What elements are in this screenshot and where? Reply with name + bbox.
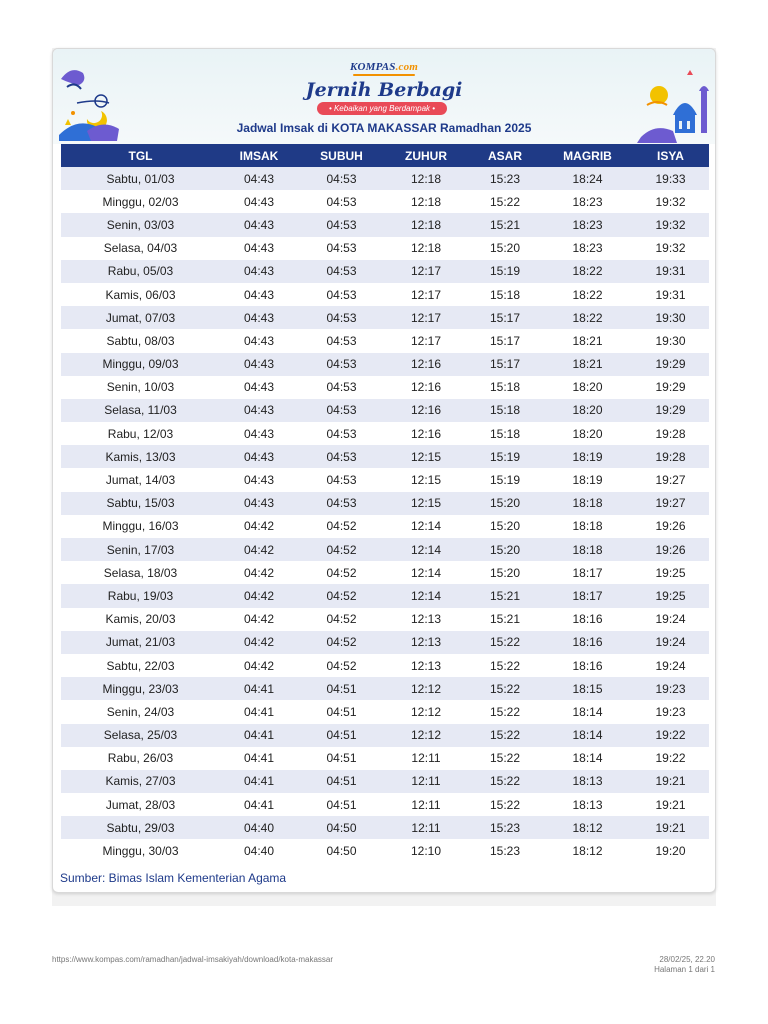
cell-magrib: 18:13 (543, 793, 632, 816)
cell-subuh: 04:50 (298, 839, 385, 862)
table-row (61, 584, 709, 607)
cell-imsak: 04:43 (220, 306, 298, 329)
cell-asar: 15:22 (467, 654, 543, 677)
table-row (61, 677, 709, 700)
cell-subuh: 04:53 (298, 399, 385, 422)
footer-datetime: 28/02/25, 22.20 (659, 955, 715, 964)
cell-isya: 19:21 (632, 770, 709, 793)
cell-magrib: 18:18 (543, 492, 632, 515)
cell-zuhur: 12:13 (385, 608, 467, 631)
cell-subuh: 04:51 (298, 770, 385, 793)
table-row (61, 422, 709, 445)
cell-isya: 19:24 (632, 631, 709, 654)
cell-imsak: 04:43 (220, 399, 298, 422)
cell-subuh: 04:52 (298, 538, 385, 561)
cell-subuh: 04:53 (298, 283, 385, 306)
cell-asar: 15:22 (467, 700, 543, 723)
cell-magrib: 18:24 (543, 167, 632, 190)
cell-tgl: Senin, 17/03 (61, 538, 220, 561)
cell-tgl: Kamis, 27/03 (61, 770, 220, 793)
cell-subuh: 04:53 (298, 213, 385, 236)
cell-zuhur: 12:18 (385, 213, 467, 236)
cell-isya: 19:24 (632, 608, 709, 631)
cell-zuhur: 12:15 (385, 445, 467, 468)
cell-isya: 19:27 (632, 468, 709, 491)
cell-zuhur: 12:15 (385, 468, 467, 491)
cell-asar: 15:17 (467, 306, 543, 329)
cell-tgl: Selasa, 18/03 (61, 561, 220, 584)
cell-tgl: Kamis, 20/03 (61, 608, 220, 631)
cell-imsak: 04:43 (220, 237, 298, 260)
cell-isya: 19:30 (632, 329, 709, 352)
cell-zuhur: 12:18 (385, 190, 467, 213)
cell-zuhur: 12:14 (385, 515, 467, 538)
cell-subuh: 04:53 (298, 353, 385, 376)
cell-asar: 15:22 (467, 724, 543, 747)
cell-imsak: 04:41 (220, 793, 298, 816)
cell-tgl: Senin, 24/03 (61, 700, 220, 723)
cell-zuhur: 12:11 (385, 770, 467, 793)
cell-tgl: Senin, 10/03 (61, 376, 220, 399)
table-row (61, 561, 709, 584)
cell-subuh: 04:52 (298, 654, 385, 677)
cell-tgl: Selasa, 11/03 (61, 399, 220, 422)
cell-isya: 19:33 (632, 167, 709, 190)
cell-tgl: Jumat, 14/03 (61, 468, 220, 491)
cell-imsak: 04:42 (220, 654, 298, 677)
cell-zuhur: 12:12 (385, 677, 467, 700)
cell-subuh: 04:52 (298, 561, 385, 584)
table-row (61, 816, 709, 839)
table-row (61, 608, 709, 631)
cell-zuhur: 12:12 (385, 700, 467, 723)
table-row (61, 793, 709, 816)
cell-imsak: 04:42 (220, 538, 298, 561)
cell-magrib: 18:20 (543, 422, 632, 445)
source-note: Sumber: Bimas Islam Kementerian Agama (60, 871, 287, 885)
cell-asar: 15:17 (467, 353, 543, 376)
cell-subuh: 04:52 (298, 584, 385, 607)
table-row (61, 353, 709, 376)
cell-asar: 15:21 (467, 608, 543, 631)
cell-imsak: 04:42 (220, 561, 298, 584)
footer-page-number: Halaman 1 dari 1 (654, 965, 715, 974)
cell-zuhur: 12:14 (385, 561, 467, 584)
cell-imsak: 04:41 (220, 700, 298, 723)
cell-asar: 15:22 (467, 793, 543, 816)
cell-subuh: 04:53 (298, 422, 385, 445)
cell-imsak: 04:42 (220, 515, 298, 538)
cell-subuh: 04:51 (298, 724, 385, 747)
cell-imsak: 04:43 (220, 167, 298, 190)
campaign-tagline: • Kebaikan yang Berdampak • (317, 102, 447, 115)
cell-magrib: 18:14 (543, 700, 632, 723)
cell-imsak: 04:43 (220, 190, 298, 213)
cell-imsak: 04:41 (220, 770, 298, 793)
cell-asar: 15:19 (467, 468, 543, 491)
cell-asar: 15:21 (467, 213, 543, 236)
table-row (61, 399, 709, 422)
cell-asar: 15:22 (467, 747, 543, 770)
cell-zuhur: 12:18 (385, 167, 467, 190)
cell-asar: 15:18 (467, 283, 543, 306)
table-row (61, 260, 709, 283)
cell-zuhur: 12:12 (385, 724, 467, 747)
cell-magrib: 18:14 (543, 747, 632, 770)
cell-zuhur: 12:17 (385, 260, 467, 283)
table-row (61, 167, 709, 190)
cell-zuhur: 12:15 (385, 492, 467, 515)
cell-imsak: 04:41 (220, 677, 298, 700)
cell-tgl: Sabtu, 15/03 (61, 492, 220, 515)
cell-magrib: 18:23 (543, 213, 632, 236)
table-row (61, 445, 709, 468)
cell-zuhur: 12:16 (385, 422, 467, 445)
cell-zuhur: 12:18 (385, 237, 467, 260)
table-body (61, 167, 709, 863)
cell-asar: 15:23 (467, 816, 543, 839)
cell-isya: 19:22 (632, 724, 709, 747)
cell-asar: 15:20 (467, 492, 543, 515)
cell-zuhur: 12:11 (385, 793, 467, 816)
table-row (61, 329, 709, 352)
cell-magrib: 18:17 (543, 561, 632, 584)
cell-imsak: 04:43 (220, 468, 298, 491)
cell-imsak: 04:43 (220, 445, 298, 468)
cell-asar: 15:19 (467, 260, 543, 283)
cell-subuh: 04:53 (298, 376, 385, 399)
cell-asar: 15:18 (467, 376, 543, 399)
cell-magrib: 18:23 (543, 190, 632, 213)
cell-isya: 19:24 (632, 654, 709, 677)
cell-magrib: 18:12 (543, 839, 632, 862)
cell-magrib: 18:21 (543, 329, 632, 352)
cell-zuhur: 12:13 (385, 654, 467, 677)
cell-asar: 15:18 (467, 399, 543, 422)
table-header-row (61, 144, 709, 167)
column-header-tgl: TGL (61, 144, 220, 167)
column-header-magrib: MAGRIB (543, 144, 632, 167)
cell-isya: 19:29 (632, 399, 709, 422)
cell-tgl: Minggu, 09/03 (61, 353, 220, 376)
column-header-imsak: IMSAK (220, 144, 298, 167)
table-row (61, 538, 709, 561)
cell-zuhur: 12:14 (385, 538, 467, 561)
cell-tgl: Minggu, 23/03 (61, 677, 220, 700)
cell-tgl: Selasa, 25/03 (61, 724, 220, 747)
cell-isya: 19:21 (632, 816, 709, 839)
cell-tgl: Senin, 03/03 (61, 213, 220, 236)
cell-asar: 15:23 (467, 167, 543, 190)
cell-tgl: Jumat, 21/03 (61, 631, 220, 654)
cell-imsak: 04:42 (220, 631, 298, 654)
cell-isya: 19:25 (632, 561, 709, 584)
cell-magrib: 18:18 (543, 538, 632, 561)
cell-isya: 19:26 (632, 515, 709, 538)
kompas-logo-underline (353, 74, 415, 76)
cell-imsak: 04:40 (220, 816, 298, 839)
cell-magrib: 18:22 (543, 306, 632, 329)
cell-isya: 19:29 (632, 376, 709, 399)
cell-isya: 19:23 (632, 700, 709, 723)
table-row (61, 770, 709, 793)
cell-subuh: 04:50 (298, 816, 385, 839)
cell-isya: 19:30 (632, 306, 709, 329)
table-row (61, 283, 709, 306)
cell-zuhur: 12:17 (385, 306, 467, 329)
cell-imsak: 04:43 (220, 213, 298, 236)
cell-asar: 15:22 (467, 631, 543, 654)
cell-subuh: 04:51 (298, 677, 385, 700)
cell-tgl: Rabu, 05/03 (61, 260, 220, 283)
cell-isya: 19:21 (632, 793, 709, 816)
cell-imsak: 04:43 (220, 353, 298, 376)
cell-subuh: 04:53 (298, 306, 385, 329)
cell-asar: 15:20 (467, 538, 543, 561)
table-row (61, 376, 709, 399)
cell-isya: 19:26 (632, 538, 709, 561)
cell-subuh: 04:53 (298, 445, 385, 468)
cell-subuh: 04:52 (298, 515, 385, 538)
cell-zuhur: 12:10 (385, 839, 467, 862)
cell-isya: 19:32 (632, 237, 709, 260)
cell-isya: 19:32 (632, 190, 709, 213)
cell-isya: 19:28 (632, 422, 709, 445)
cell-magrib: 18:20 (543, 376, 632, 399)
cell-asar: 15:19 (467, 445, 543, 468)
column-header-subuh: SUBUH (298, 144, 385, 167)
cell-zuhur: 12:17 (385, 283, 467, 306)
cell-tgl: Sabtu, 29/03 (61, 816, 220, 839)
cell-tgl: Selasa, 04/03 (61, 237, 220, 260)
schedule-card (52, 48, 716, 893)
cell-isya: 19:28 (632, 445, 709, 468)
table-row (61, 306, 709, 329)
column-header-asar: ASAR (467, 144, 543, 167)
cell-isya: 19:23 (632, 677, 709, 700)
table-row (61, 747, 709, 770)
cell-tgl: Sabtu, 22/03 (61, 654, 220, 677)
cell-tgl: Rabu, 12/03 (61, 422, 220, 445)
cell-imsak: 04:43 (220, 376, 298, 399)
cell-tgl: Sabtu, 08/03 (61, 329, 220, 352)
table-row (61, 724, 709, 747)
cell-isya: 19:25 (632, 584, 709, 607)
footer-url: https://www.kompas.com/ramadhan/jadwal-imsakiyah/download/kota-makassar (52, 955, 334, 964)
cell-magrib: 18:16 (543, 631, 632, 654)
cell-magrib: 18:17 (543, 584, 632, 607)
cell-asar: 15:17 (467, 329, 543, 352)
cell-zuhur: 12:17 (385, 329, 467, 352)
cell-subuh: 04:53 (298, 492, 385, 515)
cell-tgl: Rabu, 19/03 (61, 584, 220, 607)
cell-magrib: 18:16 (543, 608, 632, 631)
cell-asar: 15:22 (467, 770, 543, 793)
cell-imsak: 04:42 (220, 608, 298, 631)
cell-imsak: 04:43 (220, 283, 298, 306)
cell-subuh: 04:53 (298, 329, 385, 352)
table-row (61, 190, 709, 213)
page-title: Jadwal Imsak di KOTA MAKASSAR Ramadhan 2025 (236, 121, 532, 135)
footer-meta (600, 955, 715, 975)
cell-magrib: 18:14 (543, 724, 632, 747)
cell-subuh: 04:51 (298, 747, 385, 770)
kompas-logo-suffix: .com (395, 61, 419, 73)
cell-imsak: 04:43 (220, 329, 298, 352)
cell-asar: 15:22 (467, 190, 543, 213)
cell-magrib: 18:15 (543, 677, 632, 700)
cell-imsak: 04:41 (220, 724, 298, 747)
cell-magrib: 18:20 (543, 399, 632, 422)
cell-tgl: Jumat, 07/03 (61, 306, 220, 329)
cell-asar: 15:20 (467, 237, 543, 260)
cell-imsak: 04:43 (220, 260, 298, 283)
cell-subuh: 04:53 (298, 260, 385, 283)
header-banner (53, 49, 715, 144)
cell-magrib: 18:19 (543, 468, 632, 491)
cell-zuhur: 12:11 (385, 816, 467, 839)
cell-tgl: Sabtu, 01/03 (61, 167, 220, 190)
cell-magrib: 18:18 (543, 515, 632, 538)
cell-zuhur: 12:11 (385, 747, 467, 770)
table-row (61, 213, 709, 236)
cell-tgl: Minggu, 02/03 (61, 190, 220, 213)
cell-magrib: 18:19 (543, 445, 632, 468)
cell-asar: 15:18 (467, 422, 543, 445)
cell-magrib: 18:23 (543, 237, 632, 260)
table-row (61, 468, 709, 491)
table-row (61, 700, 709, 723)
cell-magrib: 18:12 (543, 816, 632, 839)
cell-magrib: 18:22 (543, 260, 632, 283)
cell-asar: 15:22 (467, 677, 543, 700)
cell-magrib: 18:16 (543, 654, 632, 677)
cell-isya: 19:27 (632, 492, 709, 515)
cell-imsak: 04:40 (220, 839, 298, 862)
cell-isya: 19:32 (632, 213, 709, 236)
column-header-isya: ISYA (632, 144, 709, 167)
cell-asar: 15:23 (467, 839, 543, 862)
cell-subuh: 04:53 (298, 468, 385, 491)
cell-zuhur: 12:16 (385, 399, 467, 422)
cell-tgl: Minggu, 16/03 (61, 515, 220, 538)
table-row (61, 237, 709, 260)
cell-subuh: 04:52 (298, 631, 385, 654)
cell-tgl: Kamis, 06/03 (61, 283, 220, 306)
table-row (61, 492, 709, 515)
table-row (61, 515, 709, 538)
cell-imsak: 04:43 (220, 492, 298, 515)
cell-zuhur: 12:16 (385, 353, 467, 376)
cell-tgl: Kamis, 13/03 (61, 445, 220, 468)
cell-zuhur: 12:16 (385, 376, 467, 399)
cell-magrib: 18:22 (543, 283, 632, 306)
table-row (61, 631, 709, 654)
cell-isya: 19:29 (632, 353, 709, 376)
campaign-title: Jernih Berbagi (305, 79, 463, 101)
kompas-logo-text: KOMPAS (349, 61, 396, 73)
cell-magrib: 18:13 (543, 770, 632, 793)
cell-tgl: Minggu, 30/03 (61, 839, 220, 862)
cell-imsak: 04:43 (220, 422, 298, 445)
cell-imsak: 04:42 (220, 584, 298, 607)
cell-subuh: 04:51 (298, 793, 385, 816)
cell-zuhur: 12:13 (385, 631, 467, 654)
cell-asar: 15:21 (467, 584, 543, 607)
kompas-logo (53, 61, 715, 73)
cell-zuhur: 12:14 (385, 584, 467, 607)
cell-isya: 19:31 (632, 283, 709, 306)
cell-subuh: 04:53 (298, 237, 385, 260)
cell-isya: 19:20 (632, 839, 709, 862)
cell-subuh: 04:51 (298, 700, 385, 723)
cell-tgl: Jumat, 28/03 (61, 793, 220, 816)
prayer-schedule-table (61, 144, 709, 863)
cell-magrib: 18:21 (543, 353, 632, 376)
cell-asar: 15:20 (467, 561, 543, 584)
cell-isya: 19:22 (632, 747, 709, 770)
table-header (61, 144, 709, 167)
cell-subuh: 04:52 (298, 608, 385, 631)
cell-subuh: 04:53 (298, 190, 385, 213)
table-row (61, 839, 709, 862)
column-header-zuhur: ZUHUR (385, 144, 467, 167)
cell-tgl: Rabu, 26/03 (61, 747, 220, 770)
table-row (61, 654, 709, 677)
cell-subuh: 04:53 (298, 167, 385, 190)
cell-isya: 19:31 (632, 260, 709, 283)
cell-imsak: 04:41 (220, 747, 298, 770)
cell-asar: 15:20 (467, 515, 543, 538)
